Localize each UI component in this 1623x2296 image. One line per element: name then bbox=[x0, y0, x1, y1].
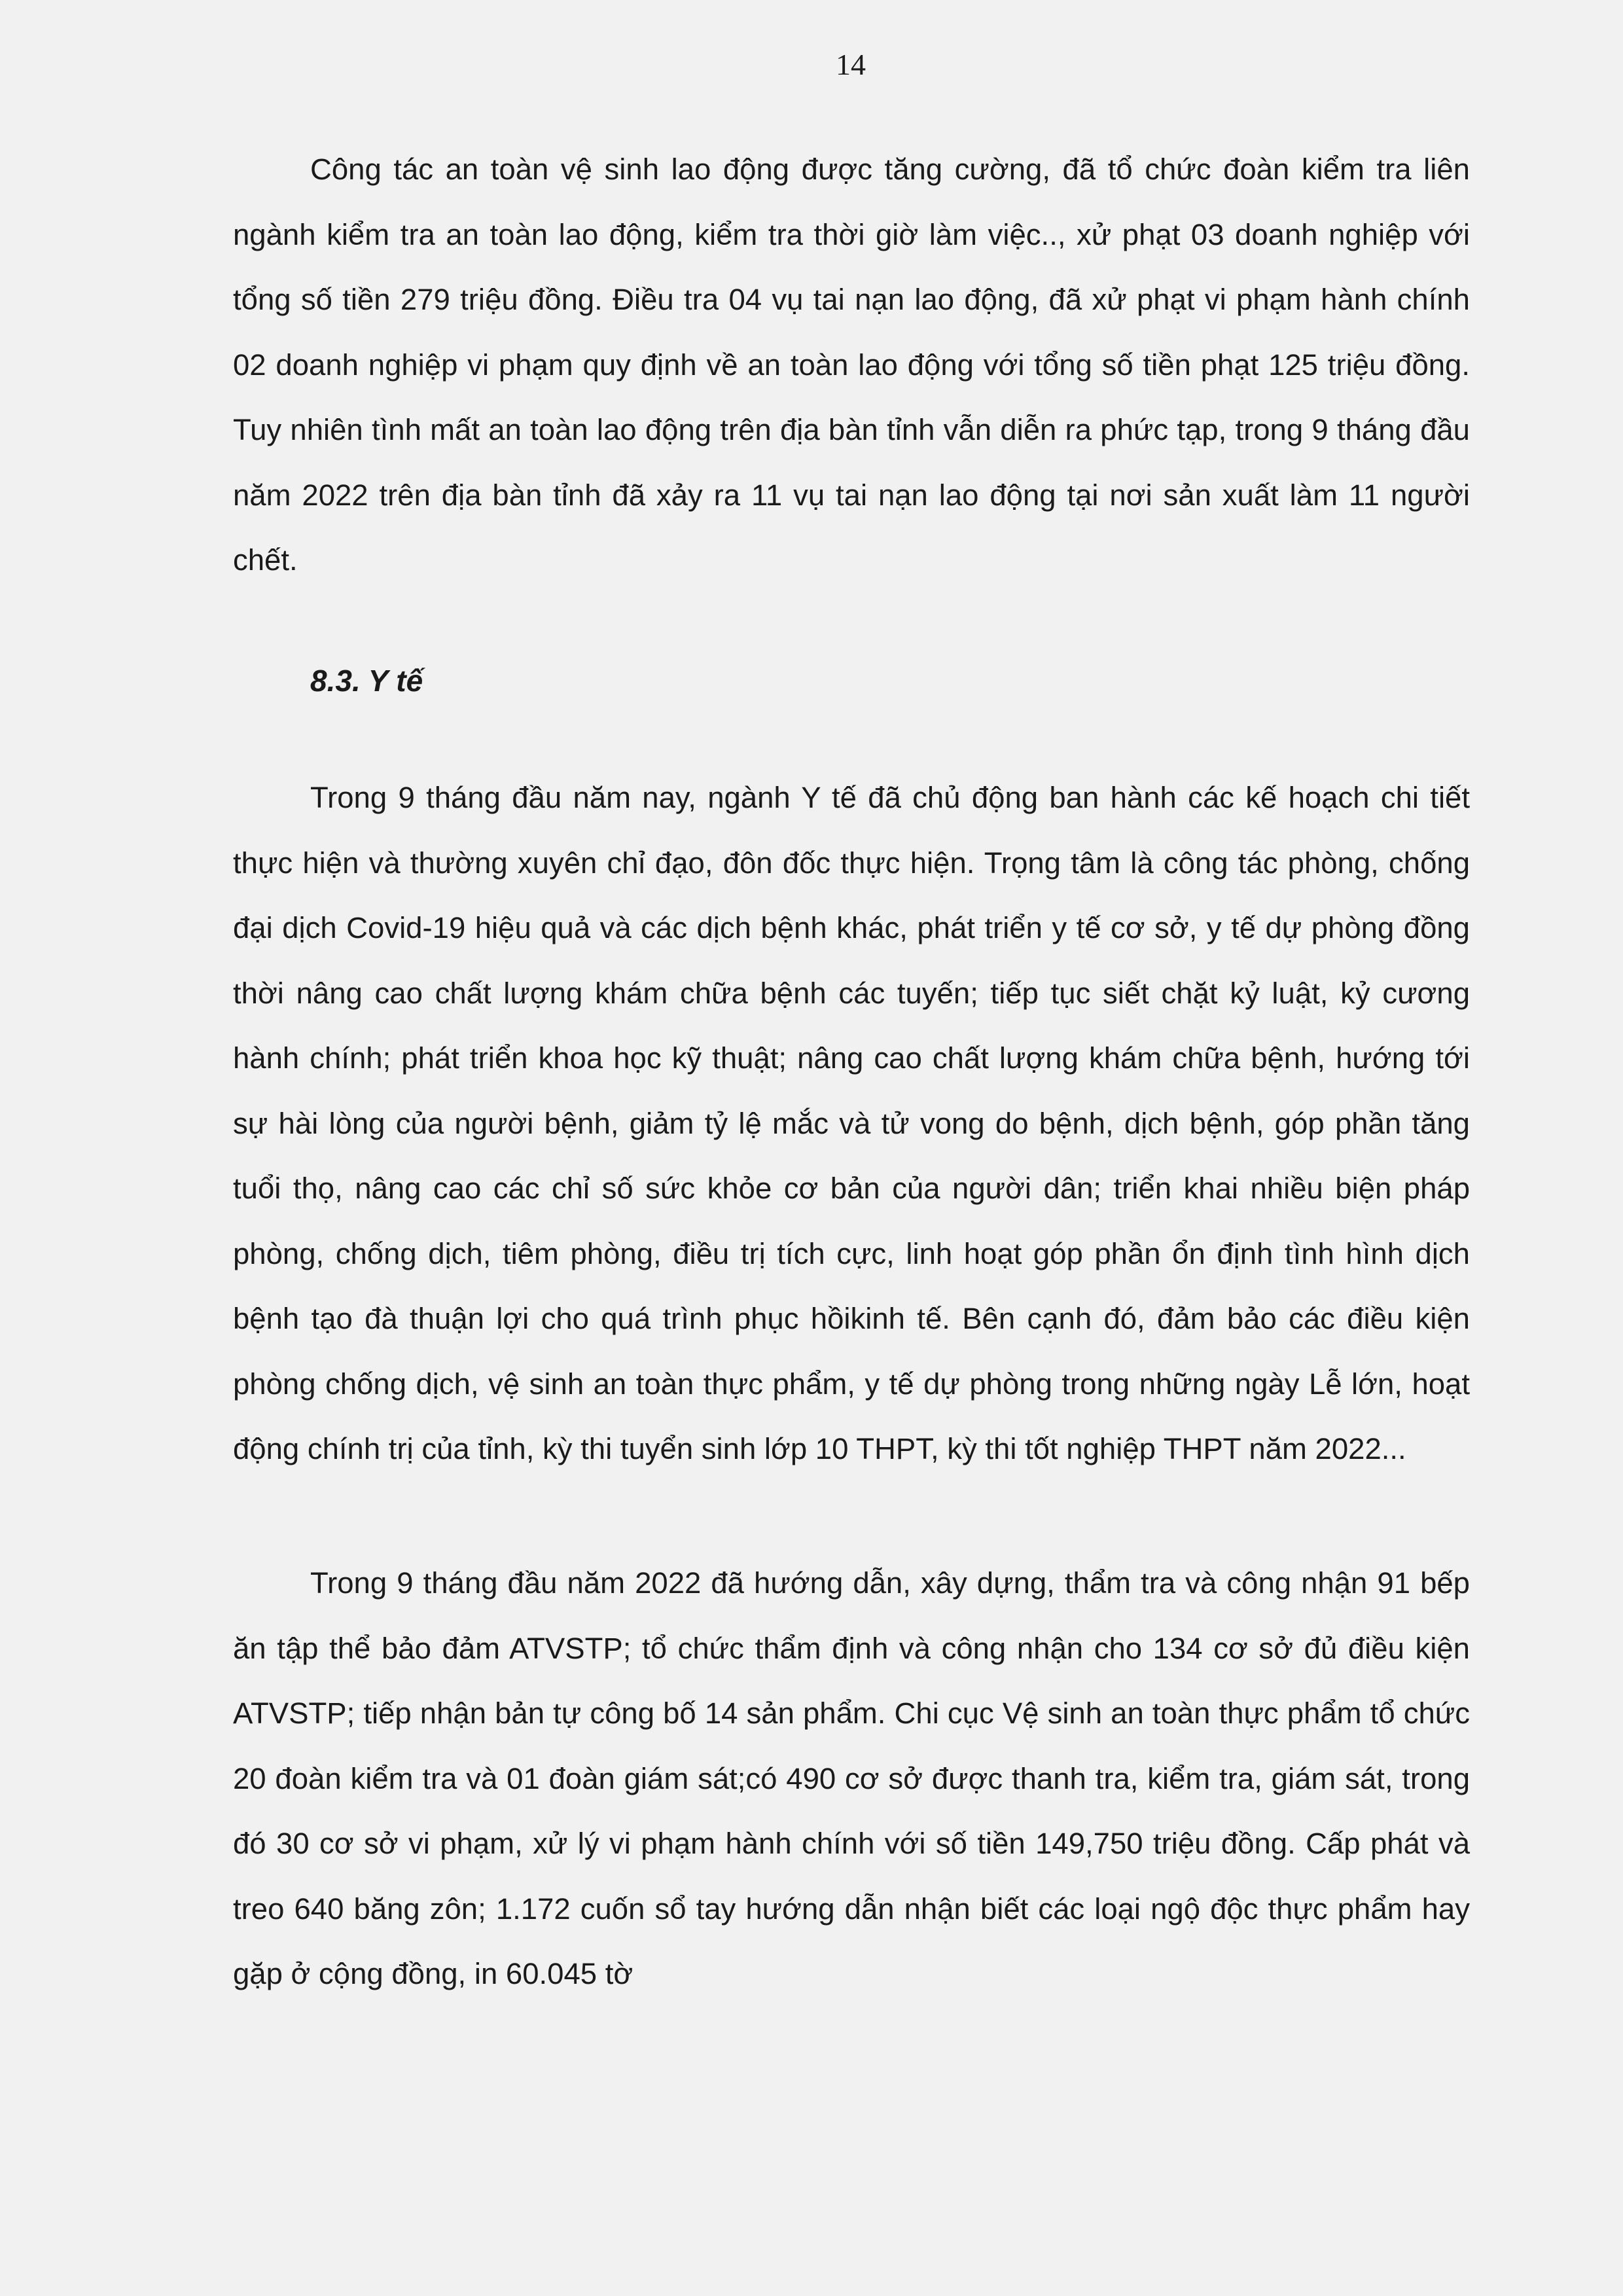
paragraph-text: Trong 9 tháng đầu năm 2022 đã hướng dẫn, xây dựng, thẩm tra và công nhận 91 bếp ăn tập thể bảo đảm ATVSTP; tổ chức thẩm định và công nhận cho 134 cơ sở đủ điều kiện ATVSTP; tiếp nhận bản tự công bố 14 sản phẩm. Chi cục Vệ sinh an toàn thực phẩm tổ chức 20 đoàn kiểm tra và 01 đoàn giám sát;có 490 cơ sở được thanh tra, kiểm tra, giám sát, trong đó 30 cơ sở vi phạm, xử lý vi phạm hành chính với số tiền 149,750 triệu đồng. Cấp phát và treo 640 băng zôn; 1.172 cuốn sổ tay hướng dẫn nhận biết các loại ngộ độc thực phẩm hay gặp ở cộng đồng, in 60.045 tờ bbox=[233, 1566, 1470, 1990]
page-number: 14 bbox=[836, 48, 866, 81]
paragraph-labor-safety bbox=[233, 137, 1470, 593]
paragraph-text: Trong 9 tháng đầu năm nay, ngành Y tế đã chủ động ban hành các kế hoạch chi tiết thực hiện và thường xuyên chỉ đạo, đôn đốc thực hiện. Trọng tâm là công tác phòng, chống đại dịch Covid-19 hiệu quả và các dịch bệnh khác, phát triển y tế cơ sở, y tế dự phòng đồng thời nâng cao chất lượng khám chữa bệnh các tuyến; tiếp tục siết chặt kỷ luật, kỷ cương hành chính; phát triển khoa học kỹ thuật; nâng cao chất lượng khám chữa bệnh, hướng tới sự hài lòng của người bệnh, giảm tỷ lệ mắc và tử vong do bệnh, dịch bệnh, góp phần tăng tuổi thọ, nâng cao các chỉ số sức khỏe cơ bản của người dân; triển khai nhiều biện pháp phòng, chống dịch, tiêm phòng, điều trị tích cực, linh hoạt góp phần ổn định tình hình dịch bệnh tạo đà thuận lợi cho quá trình phục hồikinh tế. Bên cạnh đó, đảm bảo các điều kiện phòng chống dịch, vệ sinh an toàn thực phẩm, y tế dự phòng trong những ngày Lễ lớn, hoạt động chính trị của tỉnh, kỳ thi tuyển sinh lớp 10 THPT, kỳ thi tốt nghiệp THPT năm 2022... bbox=[233, 781, 1470, 1465]
paragraph-food-safety bbox=[233, 1551, 1470, 2007]
paragraph-text: Công tác an toàn vệ sinh lao động được tăng cường, đã tổ chức đoàn kiểm tra liên ngành kiểm tra an toàn lao động, kiểm tra thời giờ làm việc.., xử phạt 03 doanh nghiệp với tổng số tiền 279 triệu đồng. Điều tra 04 vụ tai nạn lao động, đã xử phạt vi phạm hành chính 02 doanh nghiệp vi phạm quy định về an toàn lao động với tổng số tiền phạt 125 triệu đồng. Tuy nhiên tình mất an toàn lao động trên địa bàn tỉnh vẫn diễn ra phức tạp, trong 9 tháng đầu năm 2022 trên địa bàn tỉnh đã xảy ra 11 vụ tai nạn lao động tại nơi sản xuất làm 11 người chết. bbox=[233, 152, 1470, 577]
paragraph-health-overview bbox=[233, 765, 1470, 1482]
section-heading-health: 8.3. Y tế bbox=[310, 664, 423, 698]
